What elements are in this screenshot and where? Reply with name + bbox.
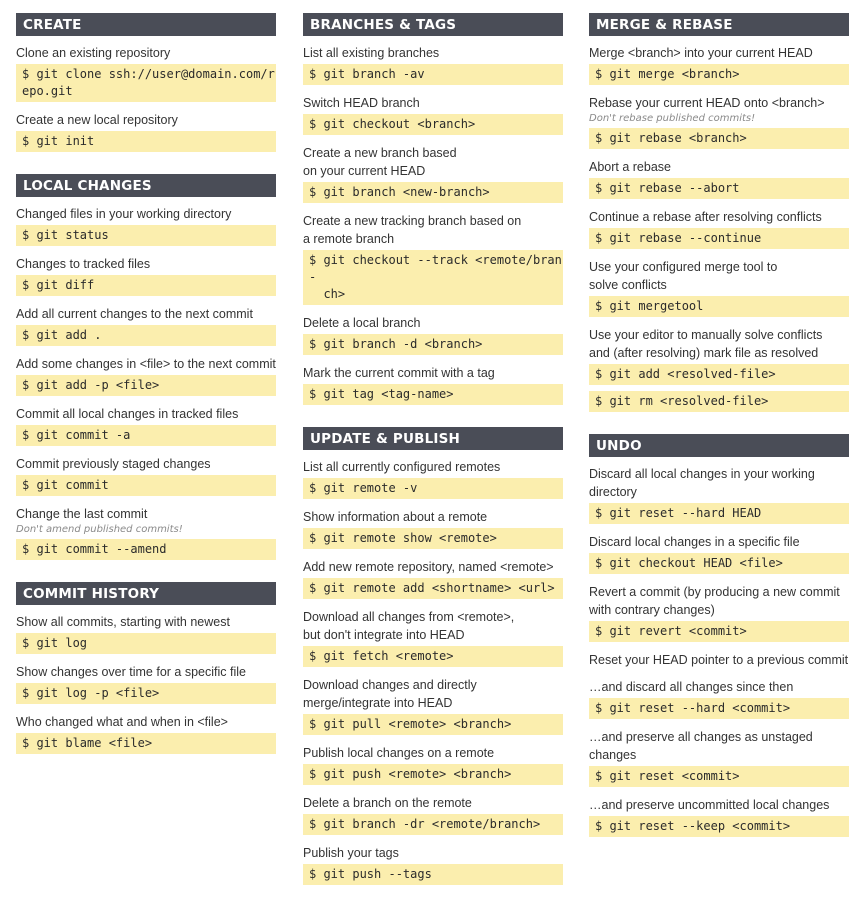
command-item <box>303 744 563 785</box>
column-3 <box>589 13 849 859</box>
command-snippet: $ git reset --hard <commit> <box>589 698 849 719</box>
command-snippet: $ git init <box>16 131 276 152</box>
command-description: Changes to tracked files <box>16 257 151 271</box>
command-snippet: $ git push <remote> <branch> <box>303 764 563 785</box>
command-item <box>589 796 849 837</box>
command-item <box>303 44 563 85</box>
command-item <box>589 651 849 669</box>
command-item <box>303 458 563 499</box>
command-snippet: $ git reset --keep <commit> <box>589 816 849 837</box>
command-description: Reset your HEAD pointer to a previous commit <box>589 653 849 667</box>
section-merge-and-rebase <box>589 13 849 412</box>
command-snippet: $ git tag <tag-name> <box>303 384 563 405</box>
command-item <box>303 794 563 835</box>
command-snippet: $ git push --tags <box>303 864 563 885</box>
command-description: Rebase your current HEAD onto <branch> <box>589 96 825 110</box>
command-snippet: $ git blame <file> <box>16 733 276 754</box>
section-header: UNDO <box>589 434 849 457</box>
command-snippet: $ git log <box>16 633 276 654</box>
command-item <box>303 508 563 549</box>
command-snippet: $ git commit -a <box>16 425 276 446</box>
column-2 <box>303 13 563 907</box>
command-item <box>589 583 849 642</box>
command-item <box>16 405 276 446</box>
command-description: Who changed what and when in <file> <box>16 715 228 729</box>
command-description: Add new remote repository, named <remote> <box>303 560 554 574</box>
command-item <box>16 355 276 396</box>
section-header: UPDATE & PUBLISH <box>303 427 563 450</box>
command-item <box>16 663 276 704</box>
command-item <box>16 613 276 654</box>
command-description: …and discard all changes since then <box>589 680 794 694</box>
section-header: LOCAL CHANGES <box>16 174 276 197</box>
command-description: Show all commits, starting with newest <box>16 615 230 629</box>
section-branches-and-tags <box>303 13 563 405</box>
section-update-and-publish <box>303 427 563 885</box>
command-description: Mark the current commit with a tag <box>303 366 495 380</box>
command-snippet: $ git remote -v <box>303 478 563 499</box>
command-description: Revert a commit (by producing a new commit with contrary changes) <box>589 585 840 617</box>
command-snippet: $ git revert <commit> <box>589 621 849 642</box>
command-snippet: $ git mergetool <box>589 296 849 317</box>
column-1 <box>16 13 276 776</box>
command-item <box>16 455 276 496</box>
command-description: Download all changes from <remote>, but don't integrate into HEAD <box>303 610 515 642</box>
command-snippet: $ git add -p <file> <box>16 375 276 396</box>
command-description: Create a new tracking branch based on a remote branch <box>303 214 522 246</box>
command-description: …and preserve all changes as unstaged changes <box>589 730 813 762</box>
command-description: Merge <branch> into your current HEAD <box>589 46 813 60</box>
command-description: Clone an existing repository <box>16 46 171 60</box>
command-description: Commit previously staged changes <box>16 457 211 471</box>
command-description: Switch HEAD branch <box>303 96 420 110</box>
command-snippet: $ git remote add <shortname> <url> <box>303 578 563 599</box>
command-description: Changed files in your working directory <box>16 207 232 221</box>
section-header: COMMIT HISTORY <box>16 582 276 605</box>
command-snippet: $ git pull <remote> <branch> <box>303 714 563 735</box>
command-snippet: $ git rebase --continue <box>589 228 849 249</box>
command-item <box>303 212 563 305</box>
command-item <box>16 505 276 560</box>
warning-note: Don't rebase published commits! <box>589 113 756 124</box>
command-snippet: $ git commit <box>16 475 276 496</box>
command-description: List all existing branches <box>303 46 440 60</box>
command-snippet: $ git reset --hard HEAD <box>589 503 849 524</box>
command-description: Add all current changes to the next commit <box>16 307 253 321</box>
command-item <box>589 326 849 412</box>
command-description: Publish your tags <box>303 846 399 860</box>
command-description: Download changes and directly merge/integrate into HEAD <box>303 678 477 710</box>
command-snippet: $ git commit --amend <box>16 539 276 560</box>
command-item <box>303 844 563 885</box>
section-header: MERGE & REBASE <box>589 13 849 36</box>
command-snippet: $ git checkout <branch> <box>303 114 563 135</box>
section-undo <box>589 434 849 837</box>
command-item <box>589 728 849 787</box>
command-item <box>303 558 563 599</box>
command-description: Change the last commit <box>16 507 148 521</box>
command-snippet: $ git status <box>16 225 276 246</box>
command-snippet: $ git rebase <branch> <box>589 128 849 149</box>
command-snippet: $ git diff <box>16 275 276 296</box>
command-item <box>16 111 276 152</box>
command-item <box>589 465 849 524</box>
command-item <box>589 533 849 574</box>
command-snippet: $ git merge <branch> <box>589 64 849 85</box>
command-snippet: $ git branch <new-branch> <box>303 182 563 203</box>
command-snippet: $ git rm <resolved-file> <box>589 391 849 412</box>
command-description: Use your configured merge tool to solve conflicts <box>589 260 778 292</box>
command-snippet: $ git rebase --abort <box>589 178 849 199</box>
command-snippet: $ git branch -dr <remote/branch> <box>303 814 563 835</box>
command-item <box>16 205 276 246</box>
command-description: Discard all local changes in your working directory <box>589 467 815 499</box>
command-item <box>303 676 563 735</box>
command-item <box>303 608 563 667</box>
command-item <box>303 144 563 203</box>
command-item <box>303 94 563 135</box>
command-snippet: $ git branch -av <box>303 64 563 85</box>
command-snippet: $ git checkout HEAD <file> <box>589 553 849 574</box>
command-snippet: $ git add . <box>16 325 276 346</box>
command-description: Create a new local repository <box>16 113 178 127</box>
command-snippet: $ git log -p <file> <box>16 683 276 704</box>
command-snippet: $ git clone ssh://user@domain.com/repo.git <box>16 64 276 102</box>
command-item <box>589 208 849 249</box>
section-header: BRANCHES & TAGS <box>303 13 563 36</box>
command-description: Publish local changes on a remote <box>303 746 495 760</box>
section-create <box>16 13 276 152</box>
command-description: Abort a rebase <box>589 160 671 174</box>
command-description: Delete a local branch <box>303 316 421 330</box>
command-snippet: $ git reset <commit> <box>589 766 849 787</box>
command-description: Use your editor to manually solve conflicts and (after resolving) mark file as resolved <box>589 328 823 360</box>
command-description: Continue a rebase after resolving conflicts <box>589 210 822 224</box>
command-snippet: $ git checkout --track <remote/bran- ch> <box>303 250 563 305</box>
command-snippet: $ git remote show <remote> <box>303 528 563 549</box>
command-description: Discard local changes in a specific file <box>589 535 800 549</box>
command-snippet: $ git branch -d <branch> <box>303 334 563 355</box>
command-description: Delete a branch on the remote <box>303 796 472 810</box>
command-description: Show information about a remote <box>303 510 488 524</box>
command-item <box>303 314 563 355</box>
command-description: List all currently configured remotes <box>303 460 501 474</box>
command-item <box>16 305 276 346</box>
section-local-changes <box>16 174 276 560</box>
command-item <box>16 713 276 754</box>
command-description: …and preserve uncommitted local changes <box>589 798 830 812</box>
command-item <box>16 255 276 296</box>
section-header: CREATE <box>16 13 276 36</box>
command-snippet: $ git add <resolved-file> <box>589 364 849 385</box>
command-description: Show changes over time for a specific file <box>16 665 246 679</box>
command-item <box>589 678 849 719</box>
warning-note: Don't amend published commits! <box>16 524 183 535</box>
command-item <box>589 44 849 85</box>
command-item <box>589 158 849 199</box>
command-item <box>303 364 563 405</box>
section-commit-history <box>16 582 276 754</box>
command-item <box>16 44 276 102</box>
command-item <box>589 94 849 149</box>
command-item <box>589 258 849 317</box>
command-snippet: $ git fetch <remote> <box>303 646 563 667</box>
command-description: Create a new branch based on your current HEAD <box>303 146 457 178</box>
command-description: Add some changes in <file> to the next commit <box>16 357 276 371</box>
command-description: Commit all local changes in tracked files <box>16 407 239 421</box>
